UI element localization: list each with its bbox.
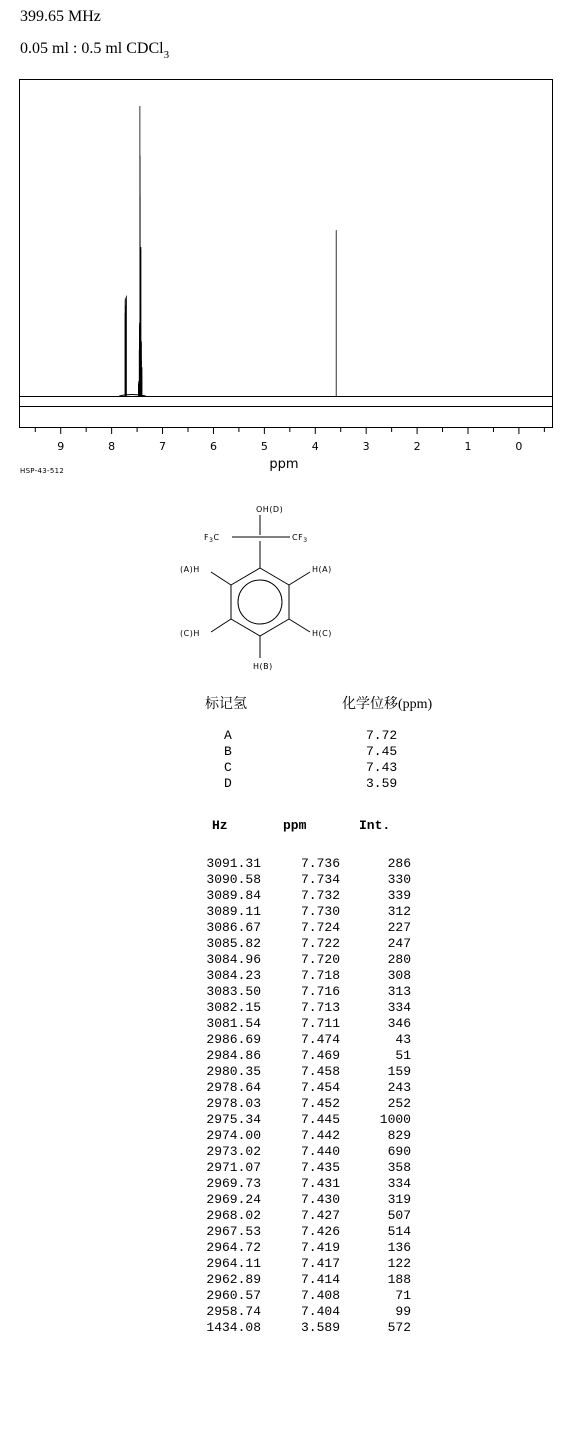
peak-ppm: 7.736 <box>300 856 340 871</box>
label-cf3-right <box>292 533 308 544</box>
peak-intensity: 99 <box>395 1304 411 1319</box>
peak-hz: 2958.74 <box>206 1304 261 1319</box>
peak-ppm: 7.404 <box>300 1304 340 1319</box>
peak-table-row <box>0 920 570 936</box>
aromatic-circle <box>238 580 282 624</box>
peak-table-row <box>0 1304 570 1320</box>
peak-table-row <box>0 888 570 904</box>
peak-ppm: 7.417 <box>300 1256 340 1271</box>
chemical-structure <box>0 0 570 680</box>
x-axis-tick-label: 5 <box>260 440 268 453</box>
peak-table-row <box>0 1032 570 1048</box>
peak-ppm: 7.426 <box>300 1224 340 1239</box>
peak-ppm: 7.711 <box>300 1016 340 1031</box>
peak-hz: 2980.35 <box>206 1064 261 1079</box>
peak-hz: 2978.03 <box>206 1096 261 1111</box>
peak-hz: 2968.02 <box>206 1208 261 1223</box>
peak-intensity: 829 <box>387 1128 411 1143</box>
bond-h-a-right <box>289 572 310 585</box>
peak-table-row <box>0 872 570 888</box>
peak-intensity: 339 <box>387 888 411 903</box>
assignment-label: A <box>224 728 232 743</box>
cf3-left-f: F <box>204 533 210 542</box>
peak-table-row <box>0 1144 570 1160</box>
peak-ppm: 7.419 <box>300 1240 340 1255</box>
peak-table-row <box>0 1208 570 1224</box>
peak-table-row <box>0 984 570 1000</box>
assignment-label: B <box>224 744 232 759</box>
peak-intensity: 243 <box>387 1080 411 1095</box>
peak-table-row <box>0 1176 570 1192</box>
peak-ppm: 7.452 <box>300 1096 340 1111</box>
peak-ppm: 7.734 <box>300 872 340 887</box>
peak-hz: 3083.50 <box>206 984 261 999</box>
peak-intensity: 346 <box>387 1016 411 1031</box>
peak-table-row <box>0 1128 570 1144</box>
x-axis-label: ppm <box>269 457 299 472</box>
cf3-left-sub: 3 <box>209 537 214 544</box>
peak-ppm: 7.414 <box>300 1272 340 1287</box>
peak-hz: 3081.54 <box>206 1016 261 1031</box>
peak-ppm: 7.474 <box>300 1032 340 1047</box>
peak-ppm: 7.722 <box>300 936 340 951</box>
x-axis-tick-label: 7 <box>159 440 167 453</box>
assignment-shift: 3.59 <box>366 776 398 791</box>
peak-table-row <box>0 1192 570 1208</box>
x-axis-tick-label: 0 <box>515 440 523 453</box>
peak-table-row <box>0 1256 570 1272</box>
peak-hz: 3084.23 <box>206 968 261 983</box>
label-cf3-left <box>204 533 220 544</box>
benzene-ring <box>231 568 289 636</box>
peak-intensity: 159 <box>387 1064 411 1079</box>
peak-table-row <box>0 1272 570 1288</box>
peak-ppm: 7.445 <box>300 1112 340 1127</box>
peak-ppm: 7.408 <box>300 1288 340 1303</box>
peak-header-hz: Hz <box>212 818 228 833</box>
peak-intensity: 71 <box>395 1288 411 1303</box>
peak-hz: 2964.72 <box>206 1240 261 1255</box>
peak-table-row <box>0 1000 570 1016</box>
peak-intensity: 1000 <box>379 1112 411 1127</box>
spectrometer-frequency: 399.65 MHz <box>20 8 101 25</box>
assignment-row <box>0 776 570 792</box>
peak-hz: 2960.57 <box>206 1288 261 1303</box>
peak-ppm: 7.454 <box>300 1080 340 1095</box>
peak-intensity: 308 <box>387 968 411 983</box>
peak-intensity: 286 <box>387 856 411 871</box>
peak-intensity: 334 <box>387 1000 411 1015</box>
x-axis-tick-label: 9 <box>57 440 65 453</box>
peak-table-row <box>0 1080 570 1096</box>
peak-table-row <box>0 1320 570 1336</box>
x-axis-tick-label: 6 <box>209 440 217 453</box>
cf3-right-main: CF <box>292 533 304 542</box>
peak-hz: 2973.02 <box>206 1144 261 1159</box>
assignment-row <box>0 760 570 776</box>
bond-h-c-left <box>211 619 231 632</box>
assignment-header-shift: 化学位移(ppm) <box>342 697 433 712</box>
peak-table-row <box>0 856 570 872</box>
peak-hz: 3089.11 <box>206 904 261 919</box>
peak-hz: 2969.73 <box>206 1176 261 1191</box>
peak-ppm: 7.716 <box>300 984 340 999</box>
label-h-a-left: (A)H <box>180 565 200 574</box>
sample-subscript: 3 <box>163 49 170 61</box>
peak-ppm: 7.442 <box>300 1128 340 1143</box>
label-h-b: H(B) <box>253 662 273 671</box>
assignment-row <box>0 744 570 760</box>
bond-h-a-left <box>211 572 231 585</box>
peak-table-row <box>0 1048 570 1064</box>
peak-table-row <box>0 968 570 984</box>
peak-ppm: 7.718 <box>300 968 340 983</box>
peak-ppm: 7.730 <box>300 904 340 919</box>
peak-header-ppm: ppm <box>283 818 307 833</box>
peak-hz: 3082.15 <box>206 1000 261 1015</box>
peak-hz: 1434.08 <box>206 1320 261 1335</box>
peak-table-row <box>0 904 570 920</box>
peak-hz: 2974.00 <box>206 1128 261 1143</box>
peak-hz: 2978.64 <box>206 1080 261 1095</box>
peak-ppm: 7.732 <box>300 888 340 903</box>
peak-table-row <box>0 1240 570 1256</box>
peak-hz: 3085.82 <box>206 936 261 951</box>
peak-intensity: 122 <box>387 1256 411 1271</box>
assignment-label: D <box>224 776 232 791</box>
cf3-left-c: C <box>213 533 220 542</box>
peak-table-row <box>0 1064 570 1080</box>
bond-h-c-right <box>289 619 310 632</box>
peak-ppm: 7.720 <box>300 952 340 967</box>
label-h-a-right: H(A) <box>312 565 332 574</box>
peak-intensity: 227 <box>387 920 411 935</box>
assignment-shift: 7.43 <box>366 760 398 775</box>
peak-hz: 2971.07 <box>206 1160 261 1175</box>
peak-ppm: 7.440 <box>300 1144 340 1159</box>
peak-table-row <box>0 1224 570 1240</box>
peak-table-row <box>0 936 570 952</box>
label-oh: OH(D) <box>256 505 284 514</box>
label-h-c-left: (C)H <box>180 629 200 638</box>
peak-header-int: Int. <box>359 818 391 833</box>
assignment-header-label: 标记氢 <box>205 697 247 712</box>
peak-intensity: 43 <box>395 1032 411 1047</box>
peak-ppm: 7.713 <box>300 1000 340 1015</box>
peak-hz: 2967.53 <box>206 1224 261 1239</box>
peak-table-row <box>0 952 570 968</box>
cf3-right-sub: 3 <box>303 537 308 544</box>
peak-ppm: 7.458 <box>300 1064 340 1079</box>
peak-intensity: 51 <box>395 1048 411 1063</box>
peak-intensity: 247 <box>387 936 411 951</box>
peak-hz: 3089.84 <box>206 888 261 903</box>
x-axis-tick-label: 1 <box>464 440 472 453</box>
peak-ppm: 7.430 <box>300 1192 340 1207</box>
peak-intensity: 313 <box>387 984 411 999</box>
peak-intensity: 690 <box>387 1144 411 1159</box>
x-axis-tick-label: 3 <box>362 440 370 453</box>
peak-intensity: 136 <box>387 1240 411 1255</box>
peak-ppm: 7.435 <box>300 1160 340 1175</box>
assignment-label: C <box>224 760 232 775</box>
peak-intensity: 312 <box>387 904 411 919</box>
peak-intensity: 252 <box>387 1096 411 1111</box>
spectrum-id: HSP-43-512 <box>20 467 65 475</box>
peak-intensity: 319 <box>387 1192 411 1207</box>
x-axis-tick-label: 2 <box>413 440 421 453</box>
peak-hz: 2964.11 <box>206 1256 261 1271</box>
peak-ppm: 7.724 <box>300 920 340 935</box>
peak-table-row <box>0 1288 570 1304</box>
peak-intensity: 358 <box>387 1160 411 1175</box>
peak-table-row <box>0 1016 570 1032</box>
peak-ppm: 7.427 <box>300 1208 340 1223</box>
peak-hz: 2975.34 <box>206 1112 261 1127</box>
peak-hz: 3086.67 <box>206 920 261 935</box>
assignment-shift: 7.45 <box>366 744 398 759</box>
peak-ppm: 3.589 <box>300 1320 340 1335</box>
peak-intensity: 188 <box>387 1272 411 1287</box>
peak-hz: 3084.96 <box>206 952 261 967</box>
peak-hz: 3090.58 <box>206 872 261 887</box>
peak-hz: 2962.89 <box>206 1272 261 1287</box>
peak-ppm: 7.469 <box>300 1048 340 1063</box>
assignment-shift: 7.72 <box>366 728 398 743</box>
sample-text: 0.05 ml : 0.5 ml CDCl <box>20 40 164 57</box>
peak-table-row <box>0 1096 570 1112</box>
peak-intensity: 514 <box>387 1224 411 1239</box>
peak-intensity: 572 <box>387 1320 411 1335</box>
peak-ppm: 7.431 <box>300 1176 340 1191</box>
assignment-row <box>0 728 570 744</box>
peak-intensity: 507 <box>387 1208 411 1223</box>
peak-intensity: 334 <box>387 1176 411 1191</box>
peak-hz: 2986.69 <box>206 1032 261 1047</box>
label-h-c-right: H(C) <box>312 629 332 638</box>
peak-hz: 3091.31 <box>206 856 261 871</box>
peak-table-row <box>0 1160 570 1176</box>
peak-intensity: 330 <box>387 872 411 887</box>
peak-table-row <box>0 1112 570 1128</box>
peak-hz: 2984.86 <box>206 1048 261 1063</box>
peak-intensity: 280 <box>387 952 411 967</box>
x-axis-tick-label: 8 <box>108 440 116 453</box>
peak-hz: 2969.24 <box>206 1192 261 1207</box>
x-axis-tick-label: 4 <box>311 440 319 453</box>
